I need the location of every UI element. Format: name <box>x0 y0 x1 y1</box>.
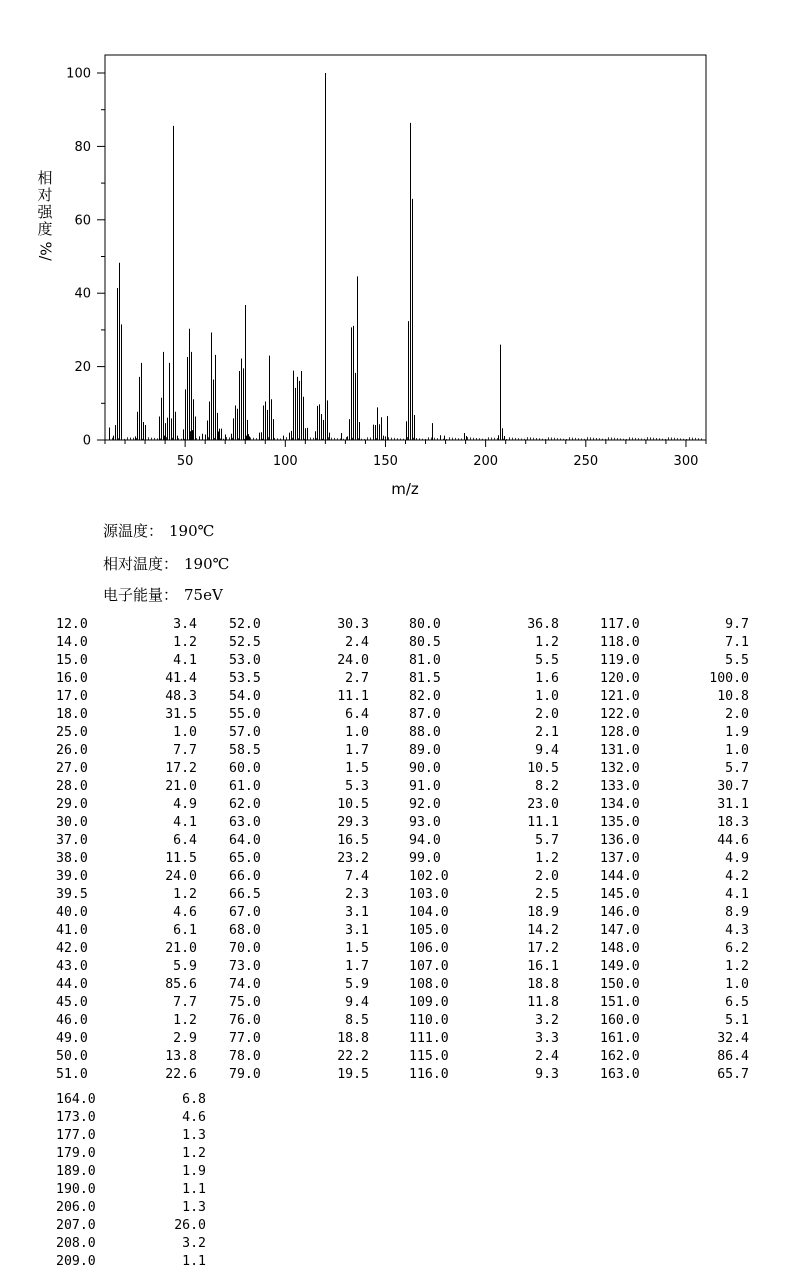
peak-intensity: 2.4 <box>345 635 369 650</box>
peak-intensity: 1.2 <box>535 635 559 650</box>
y-tick-label: 20 <box>74 360 91 376</box>
peak-mz: 118.0 <box>600 635 640 650</box>
y-tick-label: 40 <box>74 286 91 302</box>
peak-intensity: 8.9 <box>725 905 749 920</box>
peak-mz: 28.0 <box>56 779 88 794</box>
peak-mz: 93.0 <box>409 815 441 830</box>
peak-intensity: 4.1 <box>173 653 197 668</box>
peak-mz: 45.0 <box>56 995 88 1010</box>
relative-temperature <box>103 553 229 574</box>
peak-mz: 147.0 <box>600 923 640 938</box>
peak-mz: 15.0 <box>56 653 88 668</box>
peak-intensity: 24.0 <box>165 869 197 884</box>
peak-mz: 37.0 <box>56 833 88 848</box>
y-tick-label: 80 <box>74 139 91 155</box>
peak-mz: 117.0 <box>600 617 640 632</box>
peak-intensity: 11.5 <box>165 851 197 866</box>
peak-intensity: 11.1 <box>337 689 369 704</box>
peak-intensity: 41.4 <box>165 671 197 686</box>
peak-intensity: 30.3 <box>337 617 369 632</box>
peak-intensity: 19.5 <box>337 1067 369 1082</box>
peak-intensity: 1.1 <box>182 1254 206 1269</box>
peak-intensity: 3.1 <box>345 923 369 938</box>
peak-mz: 134.0 <box>600 797 640 812</box>
peak-mz: 92.0 <box>409 797 441 812</box>
peak-mz: 87.0 <box>409 707 441 722</box>
peak-mz: 18.0 <box>56 707 88 722</box>
peak-intensity: 30.7 <box>717 779 749 794</box>
peak-mz: 107.0 <box>409 959 449 974</box>
peak-mz: 121.0 <box>600 689 640 704</box>
peak-mz: 122.0 <box>600 707 640 722</box>
peak-intensity: 29.3 <box>337 815 369 830</box>
x-tick-label: 100 <box>272 454 298 469</box>
y-tick-label: 60 <box>74 213 91 229</box>
x-tick-label: 150 <box>373 454 398 469</box>
peak-intensity: 44.6 <box>717 833 749 848</box>
peak-intensity: 23.0 <box>527 797 559 812</box>
peak-mz: 27.0 <box>56 761 88 776</box>
peak-mz: 102.0 <box>409 869 449 884</box>
x-tick-label: 250 <box>573 454 599 469</box>
peak-mz: 135.0 <box>600 815 640 830</box>
x-axis <box>105 440 706 469</box>
plot-frame <box>105 55 706 440</box>
peak-intensity: 4.9 <box>725 851 749 866</box>
peak-intensity: 22.6 <box>165 1067 197 1082</box>
peak-intensity: 8.2 <box>535 779 559 794</box>
peak-intensity: 9.4 <box>535 743 559 758</box>
peak-mz: 132.0 <box>600 761 640 776</box>
peak-intensity: 2.4 <box>535 1049 559 1064</box>
peak-intensity: 2.1 <box>535 725 559 740</box>
peak-mz: 151.0 <box>600 995 640 1010</box>
peak-intensity: 5.9 <box>345 977 369 992</box>
peak-mz: 66.0 <box>229 869 261 884</box>
peak-intensity: 100.0 <box>709 671 749 686</box>
condition-value: 75eV <box>184 586 223 604</box>
peak-intensity: 17.2 <box>165 761 197 776</box>
peak-mz: 41.0 <box>56 923 88 938</box>
peak-mz: 111.0 <box>409 1031 449 1046</box>
peak-mz: 58.5 <box>229 743 261 758</box>
peak-mz: 17.0 <box>56 689 88 704</box>
peak-mz: 133.0 <box>600 779 640 794</box>
peak-mz: 61.0 <box>229 779 261 794</box>
peak-intensity: 16.5 <box>337 833 369 848</box>
mass-spectrum-chart <box>0 0 794 510</box>
peak-mz: 38.0 <box>56 851 88 866</box>
peak-mz: 12.0 <box>56 617 88 632</box>
x-tick-label: 300 <box>673 454 699 469</box>
peak-mz: 145.0 <box>600 887 640 902</box>
peak-intensity: 1.0 <box>345 725 369 740</box>
peak-intensity: 6.5 <box>725 995 749 1010</box>
peak-mz: 39.5 <box>56 887 88 902</box>
peak-mz: 30.0 <box>56 815 88 830</box>
peak-mz: 148.0 <box>600 941 640 956</box>
peak-mz: 14.0 <box>56 635 88 650</box>
peak-mz: 103.0 <box>409 887 449 902</box>
peak-mz: 51.0 <box>56 1067 88 1082</box>
peak-mz: 50.0 <box>56 1049 88 1064</box>
peak-intensity: 86.4 <box>717 1049 749 1064</box>
source-temperature <box>103 520 214 541</box>
peak-mz: 131.0 <box>600 743 640 758</box>
peak-intensity: 10.5 <box>527 761 559 776</box>
peak-intensity: 18.9 <box>527 905 559 920</box>
peak-mz: 105.0 <box>409 923 449 938</box>
peak-intensity: 1.7 <box>345 743 369 758</box>
y-tick-label: 100 <box>66 66 91 82</box>
peak-intensity: 1.2 <box>535 851 559 866</box>
peak-intensity: 5.7 <box>725 761 749 776</box>
peak-mz: 39.0 <box>56 869 88 884</box>
peak-intensity: 3.2 <box>535 1013 559 1028</box>
peak-mz: 81.5 <box>409 671 441 686</box>
peak-intensity: 4.2 <box>725 869 749 884</box>
peak-intensity: 31.5 <box>165 707 197 722</box>
peak-mz: 94.0 <box>409 833 441 848</box>
peak-intensity: 18.8 <box>337 1031 369 1046</box>
peak-mz: 179.0 <box>56 1146 96 1161</box>
peak-intensity: 7.4 <box>345 869 369 884</box>
peak-mz: 64.0 <box>229 833 261 848</box>
peak-mz: 82.0 <box>409 689 441 704</box>
peak-intensity: 65.7 <box>717 1067 749 1082</box>
peak-mz: 146.0 <box>600 905 640 920</box>
peak-intensity: 21.0 <box>165 779 197 794</box>
peak-mz: 77.0 <box>229 1031 261 1046</box>
peak-intensity: 17.2 <box>527 941 559 956</box>
y-tick-label: 0 <box>82 433 91 449</box>
peak-intensity: 1.3 <box>182 1128 206 1143</box>
peak-intensity: 2.5 <box>535 887 559 902</box>
peak-intensity: 10.8 <box>717 689 749 704</box>
peak-intensity: 1.6 <box>535 671 559 686</box>
peak-mz: 44.0 <box>56 977 88 992</box>
peak-mz: 164.0 <box>56 1092 96 1107</box>
peak-intensity: 1.2 <box>725 959 749 974</box>
peak-mz: 108.0 <box>409 977 449 992</box>
peak-mz: 144.0 <box>600 869 640 884</box>
peak-intensity: 5.3 <box>345 779 369 794</box>
peak-intensity: 5.1 <box>725 1013 749 1028</box>
peak-mz: 29.0 <box>56 797 88 812</box>
peak-intensity: 9.7 <box>725 617 749 632</box>
peak-mz: 190.0 <box>56 1182 96 1197</box>
peak-mz: 99.0 <box>409 851 441 866</box>
peak-mz: 52.0 <box>229 617 261 632</box>
peak-intensity: 3.4 <box>173 617 197 632</box>
peak-intensity: 23.2 <box>337 851 369 866</box>
peak-mz: 104.0 <box>409 905 449 920</box>
condition-label: 源温度： <box>103 522 164 540</box>
peak-intensity: 1.7 <box>345 959 369 974</box>
peak-intensity: 7.1 <box>725 635 749 650</box>
peak-mz: 63.0 <box>229 815 261 830</box>
peak-intensity: 6.4 <box>173 833 197 848</box>
peak-intensity: 3.2 <box>182 1236 206 1251</box>
peak-mz: 70.0 <box>229 941 261 956</box>
peak-intensity: 18.3 <box>717 815 749 830</box>
peak-mz: 149.0 <box>600 959 640 974</box>
peak-mz: 137.0 <box>600 851 640 866</box>
peak-intensity: 21.0 <box>165 941 197 956</box>
peak-mz: 55.0 <box>229 707 261 722</box>
peak-mz: 207.0 <box>56 1218 96 1233</box>
peak-mz: 109.0 <box>409 995 449 1010</box>
peak-mz: 52.5 <box>229 635 261 650</box>
peak-intensity: 24.0 <box>337 653 369 668</box>
peak-mz: 209.0 <box>56 1254 96 1269</box>
peak-intensity: 1.0 <box>173 725 197 740</box>
peak-intensity: 4.6 <box>182 1110 206 1125</box>
peak-intensity: 8.5 <box>345 1013 369 1028</box>
y-axis <box>66 67 105 449</box>
peak-mz: 208.0 <box>56 1236 96 1251</box>
x-tick-label: 200 <box>473 454 499 469</box>
peak-intensity: 85.6 <box>165 977 197 992</box>
peak-intensity: 36.8 <box>527 617 559 632</box>
peak-intensity: 1.2 <box>173 887 197 902</box>
peak-intensity: 2.0 <box>725 707 749 722</box>
condition-value: 190℃ <box>184 555 230 573</box>
peak-intensity: 4.9 <box>173 797 197 812</box>
peak-mz: 57.0 <box>229 725 261 740</box>
peak-intensity: 1.9 <box>725 725 749 740</box>
peak-mz: 42.0 <box>56 941 88 956</box>
peak-intensity: 18.8 <box>527 977 559 992</box>
peak-intensity: 6.4 <box>345 707 369 722</box>
peak-intensity: 7.7 <box>173 743 197 758</box>
peak-intensity: 13.8 <box>165 1049 197 1064</box>
peak-intensity: 4.6 <box>173 905 197 920</box>
peak-mz: 128.0 <box>600 725 640 740</box>
peak-mz: 160.0 <box>600 1013 640 1028</box>
peak-mz: 106.0 <box>409 941 449 956</box>
peak-mz: 62.0 <box>229 797 261 812</box>
peak-mz: 53.5 <box>229 671 261 686</box>
peak-mz: 68.0 <box>229 923 261 938</box>
peak-intensity: 5.5 <box>535 653 559 668</box>
peak-mz: 116.0 <box>409 1067 449 1082</box>
peak-mz: 80.0 <box>409 617 441 632</box>
peak-intensity: 2.3 <box>345 887 369 902</box>
peak-mz: 177.0 <box>56 1128 96 1143</box>
peak-intensity: 22.2 <box>337 1049 369 1064</box>
peak-mz: 75.0 <box>229 995 261 1010</box>
x-tick-label: 50 <box>176 454 194 469</box>
peak-intensity: 10.5 <box>337 797 369 812</box>
peak-mz: 90.0 <box>409 761 441 776</box>
peak-mz: 67.0 <box>229 905 261 920</box>
peak-intensity: 26.0 <box>174 1218 206 1233</box>
peak-mz: 54.0 <box>229 689 261 704</box>
peak-intensity: 2.7 <box>345 671 369 686</box>
peak-intensity: 9.4 <box>345 995 369 1010</box>
peak-mz: 26.0 <box>56 743 88 758</box>
peak-intensity: 32.4 <box>717 1031 749 1046</box>
peak-intensity: 48.3 <box>165 689 197 704</box>
peak-mz: 115.0 <box>409 1049 449 1064</box>
peak-mz: 60.0 <box>229 761 261 776</box>
peak-intensity: 16.1 <box>527 959 559 974</box>
peak-mz: 40.0 <box>56 905 88 920</box>
peak-mz: 110.0 <box>409 1013 449 1028</box>
peak-intensity: 6.8 <box>182 1092 206 1107</box>
peak-intensity: 1.2 <box>182 1146 206 1161</box>
peak-mz: 81.0 <box>409 653 441 668</box>
peak-mz: 80.5 <box>409 635 441 650</box>
y-axis-unit: %/ <box>36 241 55 261</box>
y-axis-label <box>36 170 54 259</box>
peak-mz: 78.0 <box>229 1049 261 1064</box>
peak-intensity: 11.8 <box>527 995 559 1010</box>
peak-intensity: 1.0 <box>725 743 749 758</box>
peak-mz: 161.0 <box>600 1031 640 1046</box>
peak-intensity: 11.1 <box>527 815 559 830</box>
peak-intensity: 1.0 <box>535 689 559 704</box>
peak-intensity: 5.7 <box>535 833 559 848</box>
peak-mz: 89.0 <box>409 743 441 758</box>
peak-intensity: 4.1 <box>725 887 749 902</box>
peak-mz: 53.0 <box>229 653 261 668</box>
peak-intensity: 1.5 <box>345 941 369 956</box>
peak-intensity: 7.7 <box>173 995 197 1010</box>
condition-value: 190℃ <box>169 522 215 540</box>
peak-intensity: 2.0 <box>535 707 559 722</box>
peak-intensity: 4.3 <box>725 923 749 938</box>
peak-mz: 49.0 <box>56 1031 88 1046</box>
peak-mz: 16.0 <box>56 671 88 686</box>
peak-mz: 136.0 <box>600 833 640 848</box>
peak-mz: 173.0 <box>56 1110 96 1125</box>
peak-intensity: 4.1 <box>173 815 197 830</box>
peak-mz: 25.0 <box>56 725 88 740</box>
peak-intensity: 9.3 <box>535 1067 559 1082</box>
peak-mz: 150.0 <box>600 977 640 992</box>
peak-mz: 162.0 <box>600 1049 640 1064</box>
condition-label: 电子能量： <box>103 586 179 604</box>
spectrum-bars <box>110 73 505 440</box>
peak-intensity: 1.0 <box>725 977 749 992</box>
y-axis-title: 相对强度 <box>37 169 53 238</box>
peak-intensity: 3.1 <box>345 905 369 920</box>
peak-mz: 91.0 <box>409 779 441 794</box>
peak-mz: 43.0 <box>56 959 88 974</box>
peak-intensity: 1.5 <box>345 761 369 776</box>
peak-intensity: 6.2 <box>725 941 749 956</box>
peak-mz: 76.0 <box>229 1013 261 1028</box>
peak-intensity: 2.0 <box>535 869 559 884</box>
peak-intensity: 1.1 <box>182 1182 206 1197</box>
condition-label: 相对温度： <box>103 555 179 573</box>
peak-intensity: 5.9 <box>173 959 197 974</box>
peak-intensity: 1.3 <box>182 1200 206 1215</box>
peak-intensity: 14.2 <box>527 923 559 938</box>
peak-mz: 74.0 <box>229 977 261 992</box>
peak-mz: 79.0 <box>229 1067 261 1082</box>
peak-mz: 46.0 <box>56 1013 88 1028</box>
x-axis-label: m/z <box>391 480 419 498</box>
peak-intensity: 2.9 <box>173 1031 197 1046</box>
peak-intensity: 31.1 <box>717 797 749 812</box>
peak-intensity: 1.2 <box>173 635 197 650</box>
peak-mz: 66.5 <box>229 887 261 902</box>
peak-intensity: 1.2 <box>173 1013 197 1028</box>
peak-intensity: 3.3 <box>535 1031 559 1046</box>
peak-mz: 88.0 <box>409 725 441 740</box>
peak-mz: 163.0 <box>600 1067 640 1082</box>
peak-mz: 120.0 <box>600 671 640 686</box>
peak-mz: 73.0 <box>229 959 261 974</box>
peak-intensity: 6.1 <box>173 923 197 938</box>
peak-mz: 119.0 <box>600 653 640 668</box>
peak-intensity: 5.5 <box>725 653 749 668</box>
electron-energy <box>103 584 223 605</box>
peak-intensity: 1.9 <box>182 1164 206 1179</box>
peak-mz: 189.0 <box>56 1164 96 1179</box>
peak-mz: 65.0 <box>229 851 261 866</box>
peak-mz: 206.0 <box>56 1200 96 1215</box>
